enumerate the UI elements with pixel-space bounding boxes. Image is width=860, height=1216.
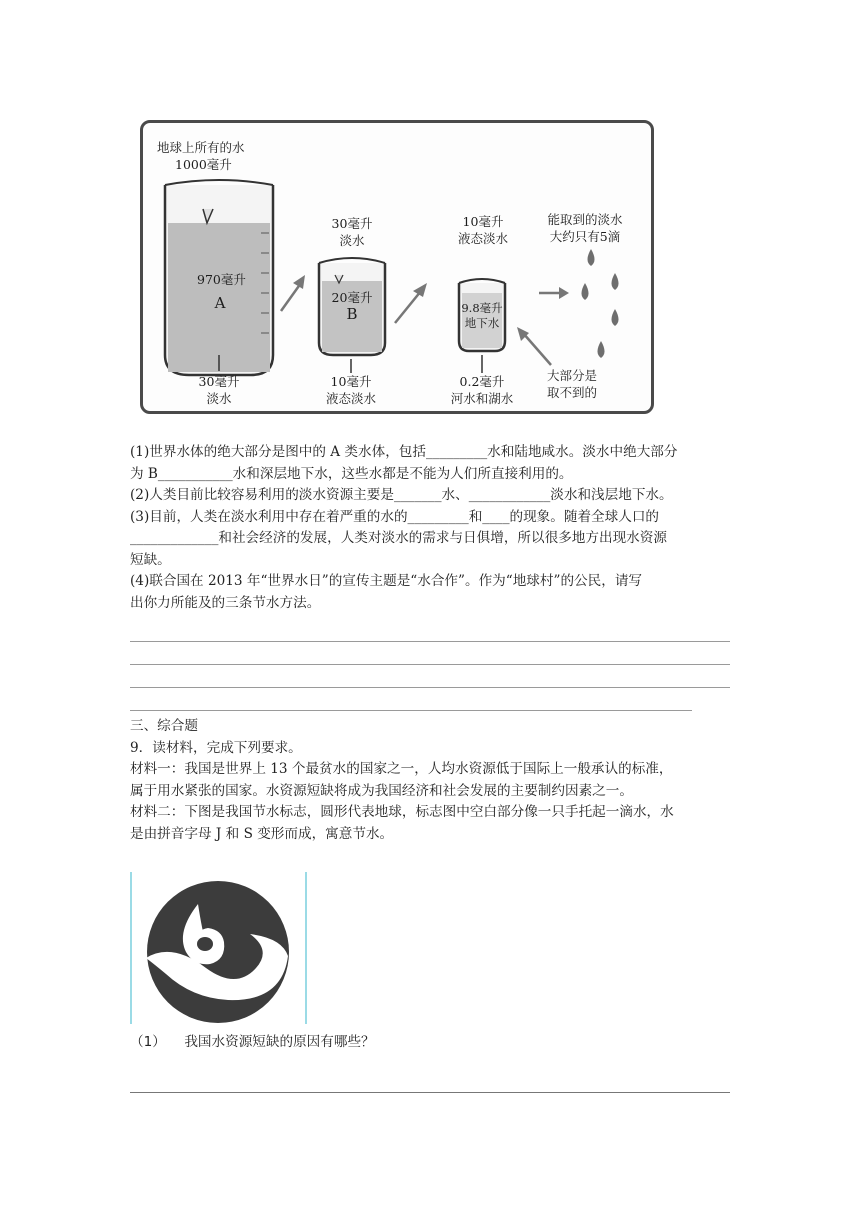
- beaker-c-bottom-label: 0.2毫升 河水和湖水: [450, 374, 514, 406]
- answer-line[interactable]: [130, 641, 730, 642]
- beaker-b-top-label: 30毫升 淡水: [331, 216, 373, 248]
- drops-label: 能取到的淡水 大约只有5滴: [547, 212, 623, 244]
- question-4-line-2: 出你力所能及的三条节水方法。: [130, 594, 321, 611]
- water-distribution-figure: [140, 120, 654, 414]
- question-block: [130, 442, 730, 614]
- beaker-a-bottom-label: 30毫升 淡水: [198, 374, 240, 406]
- sub-question-1: [130, 1030, 375, 1050]
- material-2-line-2: 是由拼音字母 J 和 S 变形而成，寓意节水。: [130, 825, 394, 842]
- figure-title: 地球上所有的水 1000毫升: [157, 140, 245, 172]
- answer-line[interactable]: [130, 664, 730, 665]
- question-3-line-1: (3)目前，人类在淡水利用中存在着严重的水的_________和____的现象。随着全球人口的: [130, 508, 660, 525]
- question-1-line-2: 为 B___________水和深层地下水，这些水都是不能为人们所直接利用的。: [130, 465, 573, 482]
- question-3-line-3: 短缺。: [130, 551, 171, 568]
- question-9: 9．读材料，完成下列要求。: [130, 739, 302, 756]
- beaker-a-letter: A: [214, 294, 226, 312]
- note-label: 大部分是 取不到的: [546, 368, 597, 400]
- answer-line[interactable]: [130, 710, 692, 711]
- answer-line[interactable]: [130, 687, 730, 688]
- material-1-line-1: 材料一：我国是世界上 13 个最贫水的国家之一，人均水资源低于国际上一般承认的标准，: [130, 761, 673, 777]
- section-heading: 三、综合题: [130, 718, 198, 734]
- question-3-line-2: _____________和社会经济的发展，人类对淡水的需求与日俱增，所以很多地方出现水资源: [130, 530, 667, 546]
- beaker-c-label: 9.8毫升 地下水: [461, 301, 503, 330]
- beaker-b-bottom-label: 10毫升 液态淡水: [325, 374, 376, 406]
- beaker-a-amount: 970毫升: [197, 272, 246, 287]
- beaker-b-letter: B: [346, 305, 358, 323]
- section-3: [130, 716, 730, 845]
- question-2: (2)人类目前比较容易利用的淡水资源主要是_______水、____________淡水和浅层地下水。: [130, 487, 673, 503]
- material-2-line-1: 材料二：下图是我国节水标志，圆形代表地球，标志图中空白部分像一只手托起一滴水，水: [130, 804, 674, 820]
- sub-question-text: 我国水资源短缺的原因有哪些？: [184, 1034, 375, 1050]
- water-drop-icons: [582, 249, 619, 358]
- material-1-line-2: 属于用水紧张的国家。水资源短缺将成为我国经济和社会发展的主要制约因素之一。: [130, 782, 633, 799]
- question-4-line-1: (4)联合国在 2013 年“世界水日”的宣传主题是“水合作”。作为“地球村”的公民，请写: [130, 573, 643, 589]
- question-1-line-1: (1)世界水体的绝大部分是图中的 A 类水体，包括_________水和陆地咸水。淡水中绝大部分: [130, 444, 678, 460]
- water-saving-logo: [132, 872, 305, 1024]
- water-saving-logo-frame: [130, 872, 307, 1024]
- sub-question-number: （1）: [130, 1034, 166, 1050]
- beaker-c-top-label: 10毫升 液态淡水: [457, 214, 508, 246]
- beaker-b-amount: 20毫升: [331, 290, 373, 305]
- answer-line[interactable]: [130, 1092, 730, 1093]
